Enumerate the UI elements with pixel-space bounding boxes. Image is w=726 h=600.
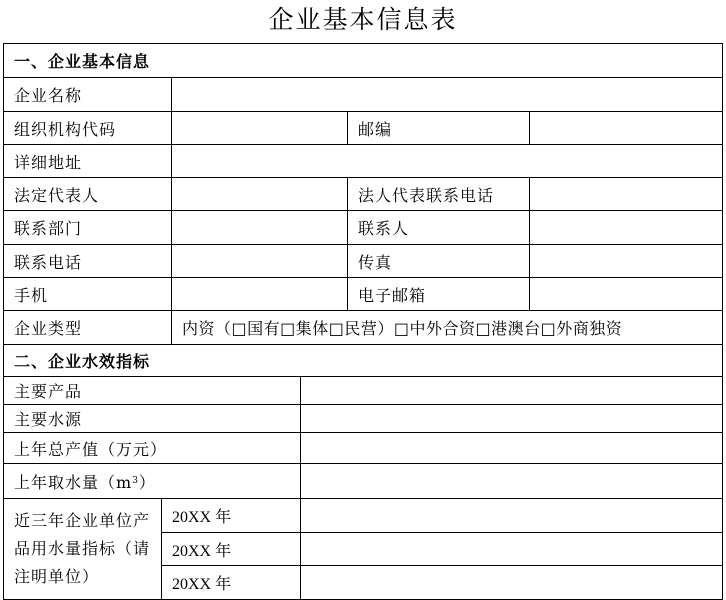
company-name-field[interactable] — [172, 78, 723, 112]
postcode-label: 邮编 — [348, 112, 530, 145]
year-label-3: 20XX 年 — [162, 566, 301, 600]
main-water-source-label: 主要水源 — [3, 405, 301, 433]
water-index-label: 近三年企业单位产品用水量指标（请注明单位） — [3, 499, 162, 600]
legal-rep-phone-field[interactable] — [530, 178, 723, 211]
contact-person-field[interactable] — [530, 211, 723, 245]
legal-rep-field[interactable] — [172, 178, 348, 211]
email-field[interactable] — [530, 278, 723, 311]
company-name-label: 企业名称 — [3, 78, 172, 112]
section-2-row — [3, 345, 723, 377]
year-value-2[interactable] — [301, 533, 723, 566]
contact-person-label: 联系人 — [348, 211, 530, 245]
section-1-row — [3, 43, 723, 78]
mobile-label: 手机 — [3, 278, 172, 311]
year-value-1[interactable] — [301, 499, 723, 533]
table-row — [3, 245, 723, 278]
table-row — [3, 145, 723, 178]
main-products-label: 主要产品 — [3, 377, 301, 405]
org-code-field[interactable] — [172, 112, 348, 145]
year-label-1: 20XX 年 — [162, 499, 301, 533]
fax-field[interactable] — [530, 245, 723, 278]
info-table — [3, 43, 723, 600]
contact-dept-field[interactable] — [172, 211, 348, 245]
table-row — [3, 178, 723, 211]
table-row — [3, 278, 723, 311]
address-label: 详细地址 — [3, 145, 172, 178]
contact-phone-field[interactable] — [172, 245, 348, 278]
last-year-water-suffix: ） — [138, 472, 156, 492]
table-row — [3, 78, 723, 112]
section-1-heading: 一、企业基本信息 — [3, 43, 723, 78]
legal-rep-label: 法定代表人 — [3, 178, 172, 211]
year-label-2: 20XX 年 — [162, 533, 301, 566]
table-row — [3, 112, 723, 145]
legal-rep-phone-label: 法人代表联系电话 — [348, 178, 530, 211]
org-code-label: 组织机构代码 — [3, 112, 172, 145]
table-row — [3, 311, 723, 345]
table-row — [3, 211, 723, 245]
table-row — [3, 464, 723, 499]
company-type-label: 企业类型 — [3, 311, 172, 345]
table-row — [3, 377, 723, 405]
mobile-field[interactable] — [172, 278, 348, 311]
last-year-water-field[interactable] — [301, 464, 723, 499]
contact-phone-label: 联系电话 — [3, 245, 172, 278]
last-year-water-label: 上年取水量（m 3 ） — [3, 464, 301, 499]
postcode-field[interactable] — [530, 112, 723, 145]
water-index-block — [3, 499, 723, 600]
page-title: 企业基本信息表 — [268, 5, 458, 34]
table-row — [3, 405, 723, 433]
section-2-heading: 二、企业水效指标 — [3, 345, 723, 377]
year-value-3[interactable] — [301, 566, 723, 600]
main-water-source-field[interactable] — [301, 405, 723, 433]
last-year-water-prefix: 上年取水量（m — [14, 472, 133, 492]
company-type-options[interactable]: 内资（□国有□集体□民营）□中外合资□港澳台□外商独资 — [172, 311, 723, 345]
last-year-output-field[interactable] — [301, 433, 723, 464]
email-label: 电子邮箱 — [348, 278, 530, 311]
fax-label: 传真 — [348, 245, 530, 278]
main-products-field[interactable] — [301, 377, 723, 405]
contact-dept-label: 联系部门 — [3, 211, 172, 245]
address-field[interactable] — [172, 145, 723, 178]
last-year-output-label: 上年总产值（万元） — [3, 433, 301, 464]
table-row — [3, 433, 723, 464]
